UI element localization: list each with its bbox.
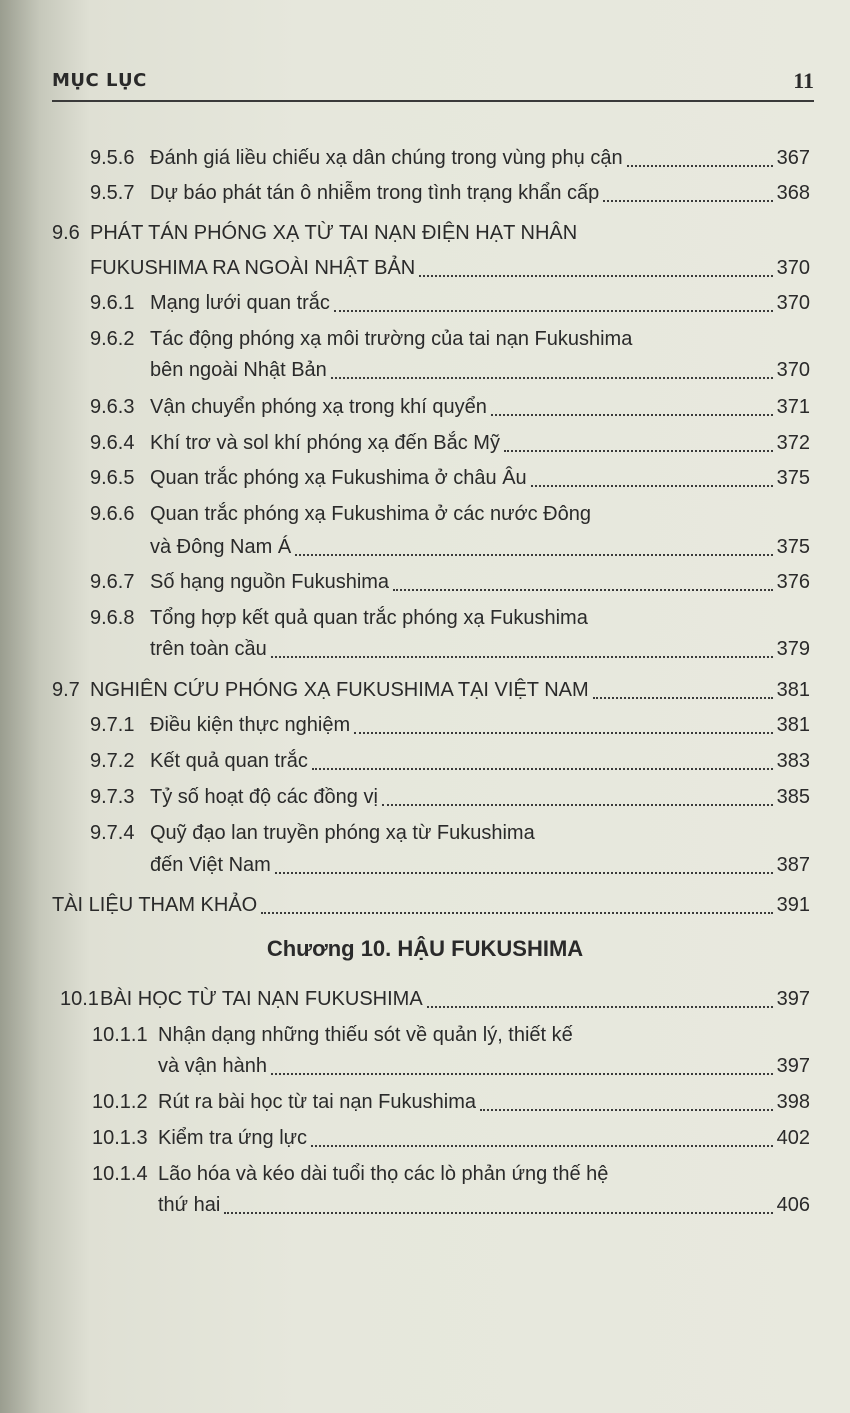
- entry-page: 387: [776, 854, 810, 876]
- entry-title: Mạng lưới quan trắc: [150, 292, 330, 314]
- toc-entry-continuation[interactable]: [150, 355, 810, 385]
- leader-dots: [627, 165, 773, 167]
- entry-page: 379: [776, 638, 810, 660]
- toc-entry[interactable]: [90, 178, 810, 208]
- entry-number: 9.6.7: [90, 571, 135, 593]
- toc-entry-continuation[interactable]: [150, 532, 810, 562]
- toc-entry-continuation[interactable]: [158, 1051, 810, 1081]
- toc-entry-continuation[interactable]: [150, 850, 810, 880]
- toc-entry[interactable]: [90, 324, 632, 354]
- entry-number: 9.6: [52, 222, 80, 244]
- entry-page: 367: [776, 147, 810, 169]
- entry-title: BÀI HỌC TỪ TAI NẠN FUKUSHIMA: [100, 988, 423, 1010]
- toc-entry[interactable]: [92, 1020, 573, 1050]
- toc-entry[interactable]: [92, 1123, 810, 1153]
- entry-title-continued: trên toàn cầu: [150, 638, 267, 660]
- leader-dots: [271, 1073, 773, 1075]
- toc-entry-heading[interactable]: [60, 984, 810, 1014]
- entry-page: 370: [776, 292, 810, 314]
- entry-number: 9.6.6: [90, 503, 135, 525]
- entry-number: 9.7.4: [90, 822, 135, 844]
- toc-entry-heading[interactable]: [52, 675, 810, 705]
- entry-title: Dự báo phát tán ô nhiễm trong tình trạng khẩn cấp: [150, 182, 600, 204]
- leader-dots: [224, 1212, 772, 1214]
- entry-title: Tổng hợp kết quả quan trắc phóng xạ Fukushima: [150, 607, 588, 629]
- entry-number: 10.1: [60, 988, 99, 1010]
- entry-title: Đánh giá liều chiếu xạ dân chúng trong vùng phụ cận: [150, 147, 623, 169]
- entry-page: 391: [776, 894, 810, 916]
- entry-number: 10.1.2: [92, 1091, 148, 1113]
- toc-entry[interactable]: [90, 710, 810, 740]
- entry-number: 9.6.2: [90, 328, 135, 350]
- entry-page: 375: [776, 536, 810, 558]
- entry-title-continued: bên ngoài Nhật Bản: [150, 359, 327, 381]
- leader-dots: [275, 872, 773, 874]
- leader-dots: [480, 1109, 773, 1111]
- entry-title: Tác động phóng xạ môi trường của tai nạn Fukushima: [150, 328, 633, 350]
- entry-page: 370: [776, 257, 810, 279]
- toc-entry[interactable]: [90, 499, 591, 529]
- toc-entry-continuation[interactable]: [150, 634, 810, 664]
- entry-page: 406: [776, 1194, 810, 1216]
- toc-entry[interactable]: [90, 392, 810, 422]
- entry-title: TÀI LIỆU THAM KHẢO: [52, 894, 258, 916]
- toc-entry[interactable]: [90, 463, 810, 493]
- entry-page: 398: [776, 1091, 810, 1113]
- entry-title-continued: thứ hai: [158, 1194, 221, 1216]
- entry-title: PHÁT TÁN PHÓNG XẠ TỪ TAI NẠN ĐIỆN HẠT NHÂN: [90, 222, 578, 244]
- entry-number: 9.7.2: [90, 750, 135, 772]
- entry-title-continued: FUKUSHIMA RA NGOÀI NHẬT BẢN: [90, 257, 416, 279]
- entry-page: 381: [776, 679, 810, 701]
- toc-entry-references[interactable]: [52, 890, 810, 920]
- leader-dots: [382, 804, 773, 806]
- entry-page: 375: [776, 467, 810, 489]
- entry-title: Kiểm tra ứng lực: [158, 1127, 308, 1149]
- entry-title: Quỹ đạo lan truyền phóng xạ từ Fukushima: [150, 822, 535, 844]
- toc-entry[interactable]: [92, 1087, 810, 1117]
- entry-title-continued: và Đông Nam Á: [150, 536, 292, 558]
- entry-number: 9.6.8: [90, 607, 135, 629]
- leader-dots: [603, 200, 772, 202]
- leader-dots: [271, 656, 773, 658]
- entry-number: 9.6.1: [90, 292, 135, 314]
- entry-title: Lão hóa và kéo dài tuổi thọ các lò phản ứng thế hệ: [158, 1163, 609, 1185]
- leader-dots: [311, 1145, 773, 1147]
- entry-page: 385: [776, 786, 810, 808]
- entry-page: 383: [776, 750, 810, 772]
- chapter-heading[interactable]: Chương 10. HẬU FUKUSHIMA: [266, 936, 584, 961]
- entry-title: Quan trắc phóng xạ Fukushima ở châu Âu: [150, 467, 527, 489]
- entry-page: 371: [776, 396, 810, 418]
- entry-title: Rút ra bài học từ tai nạn Fukushima: [158, 1091, 476, 1113]
- entry-page: 402: [776, 1127, 810, 1149]
- toc-entry[interactable]: [90, 143, 810, 173]
- entry-title: Điều kiện thực nghiệm: [150, 714, 351, 736]
- entry-title-continued: đến Việt Nam: [150, 854, 271, 876]
- entry-title-continued: và vận hành: [158, 1055, 267, 1077]
- entry-page: 370: [776, 359, 810, 381]
- entry-number: 9.6.3: [90, 396, 135, 418]
- leader-dots: [334, 310, 773, 312]
- toc-entry-continuation[interactable]: [158, 1190, 810, 1220]
- entry-title: Khí trơ và sol khí phóng xạ đến Bắc Mỹ: [150, 432, 500, 454]
- leader-dots: [593, 697, 773, 699]
- entry-title: Tỷ số hoạt độ các đồng vị: [150, 786, 378, 808]
- entry-page: 372: [776, 432, 810, 454]
- entry-title: Kết quả quan trắc: [150, 750, 308, 772]
- entry-number: 9.7.3: [90, 786, 135, 808]
- entry-number: 10.1.3: [92, 1127, 148, 1149]
- leader-dots: [331, 377, 773, 379]
- leader-dots: [531, 485, 773, 487]
- leader-dots: [419, 275, 772, 277]
- entry-number: 9.6.5: [90, 467, 135, 489]
- toc-entry-heading[interactable]: [52, 218, 577, 248]
- toc-entry[interactable]: [90, 818, 535, 848]
- entry-number: 9.5.6: [90, 147, 135, 169]
- toc-entry[interactable]: [90, 288, 810, 318]
- leader-dots: [261, 912, 772, 914]
- entry-title: Nhận dạng những thiếu sót về quản lý, thiết kế: [158, 1024, 573, 1046]
- entry-number: 10.1.1: [92, 1024, 148, 1046]
- entry-title: Vận chuyển phóng xạ trong khí quyển: [150, 396, 487, 418]
- leader-dots: [504, 450, 773, 452]
- page-number: 11: [793, 68, 814, 93]
- entry-number: 9.7.1: [90, 714, 135, 736]
- entry-number: 9.6.4: [90, 432, 135, 454]
- toc-entry[interactable]: [90, 428, 810, 458]
- leader-dots: [354, 732, 772, 734]
- leader-dots: [393, 589, 773, 591]
- entry-page: 397: [776, 1055, 810, 1077]
- entry-page: 368: [776, 182, 810, 204]
- leader-dots: [312, 768, 773, 770]
- entry-page: 397: [776, 988, 810, 1010]
- entry-title: NGHIÊN CỨU PHÓNG XẠ FUKUSHIMA TẠI VIỆT NAM: [90, 679, 589, 701]
- leader-dots: [427, 1006, 773, 1008]
- entry-number: 9.7: [52, 679, 80, 701]
- toc-entry-continuation[interactable]: [90, 253, 810, 283]
- toc-entry[interactable]: [90, 567, 810, 597]
- toc-entry[interactable]: [90, 782, 810, 812]
- running-head: MỤC LỤC: [52, 70, 147, 91]
- entry-number: 9.5.7: [90, 182, 135, 204]
- entry-number: 10.1.4: [92, 1163, 148, 1185]
- toc-entry[interactable]: [90, 746, 810, 776]
- entry-title: Số hạng nguồn Fukushima: [150, 571, 390, 593]
- leader-dots: [295, 554, 772, 556]
- toc-entry[interactable]: [90, 603, 588, 633]
- entry-title: Quan trắc phóng xạ Fukushima ở các nước Đông: [150, 503, 591, 525]
- leader-dots: [491, 414, 773, 416]
- toc-entry[interactable]: [92, 1159, 608, 1189]
- entry-page: 381: [776, 714, 810, 736]
- entry-page: 376: [776, 571, 810, 593]
